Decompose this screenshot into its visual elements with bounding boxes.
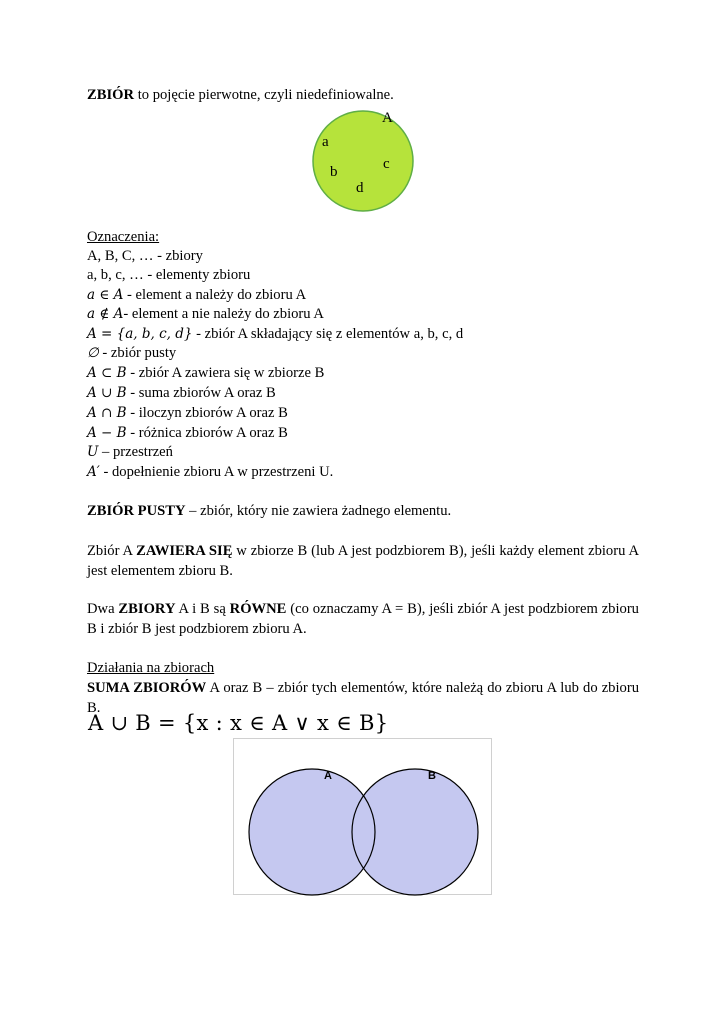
notation-line: ∅ - zbiór pusty — [87, 345, 177, 361]
set-a-label: A — [382, 110, 393, 126]
equal-term-1: ZBIORY — [118, 601, 176, 617]
union-venn-diagram — [233, 738, 493, 896]
notation-line: A ∪ B - suma zbiorów A oraz B — [87, 385, 276, 401]
notation-heading: Oznaczenia: — [87, 229, 160, 245]
notation-line: A′ - dopełnienie zbioru A w przestrzeni U. — [87, 464, 334, 480]
notation-line: A ∩ B - iloczyn zbiorów A oraz B — [87, 405, 288, 421]
element-label: d — [356, 180, 364, 196]
notation-line: a, b, c, … - elementy zbioru — [87, 267, 251, 283]
equality-paragraph: Dwa ZBIORY A i B są RÓWNE (co oznaczamy A = B), jeśli zbiór A jest podzbiorem zbioru B i zbiór B jest podzbiorem zbioru A. — [87, 601, 639, 637]
empty-set-paragraph: ZBIÓR PUSTY – zbiór, który nie zawiera żadnego elementu. — [87, 503, 452, 519]
operations-heading: Działania na zbiorach — [87, 660, 215, 676]
subset-term: ZAWIERA SIĘ — [136, 543, 233, 559]
element-label: b — [330, 164, 338, 180]
equal-term-2: RÓWNE — [229, 601, 287, 617]
set-a-circle — [313, 111, 413, 211]
notation-line: A − B - różnica zbiorów A oraz B — [87, 425, 288, 441]
empty-set-term: ZBIÓR PUSTY — [87, 503, 186, 519]
intro-term: ZBIÓR — [87, 87, 135, 103]
intro-text: to pojęcie pierwotne, czyli niedefiniowalne. — [134, 87, 394, 103]
notation-line: A = {a, b, c, d} - zbiór A składający się z elementów a, b, c, d — [87, 326, 464, 342]
notation-line: U – przestrzeń — [87, 444, 173, 460]
subset-paragraph: Zbiór A ZAWIERA SIĘ w zbiorze B (lub A jest podzbiorem B), jeśli każdy element zbioru A jest elementem zbioru B. — [87, 543, 639, 579]
element-label: a — [322, 134, 329, 150]
set-a-diagram — [306, 110, 422, 214]
element-label: c — [383, 156, 390, 172]
notation-line: a ∈ A - element a należy do zbioru A — [87, 287, 307, 303]
union-formula: A ∪ B = {x : x ∈ A ∨ x ∈ B} — [88, 711, 389, 735]
notation-line: a ∉ A- element a nie należy do zbioru A — [87, 306, 324, 322]
union-paragraph: SUMA ZBIORÓW A oraz B – zbiór tych elementów, które należą do zbioru A lub do zbioru B. — [87, 680, 639, 716]
notation-line: A ⊂ B - zbiór A zawiera się w zbiorze B — [87, 365, 325, 381]
venn-circle-b-fill — [352, 769, 478, 895]
notation-line: A, B, C, … - zbiory — [87, 248, 203, 264]
venn-label-a: A — [324, 770, 332, 782]
venn-label-b: B — [428, 770, 436, 782]
intro-paragraph — [87, 86, 394, 106]
union-term: SUMA ZBIORÓW — [87, 680, 207, 696]
